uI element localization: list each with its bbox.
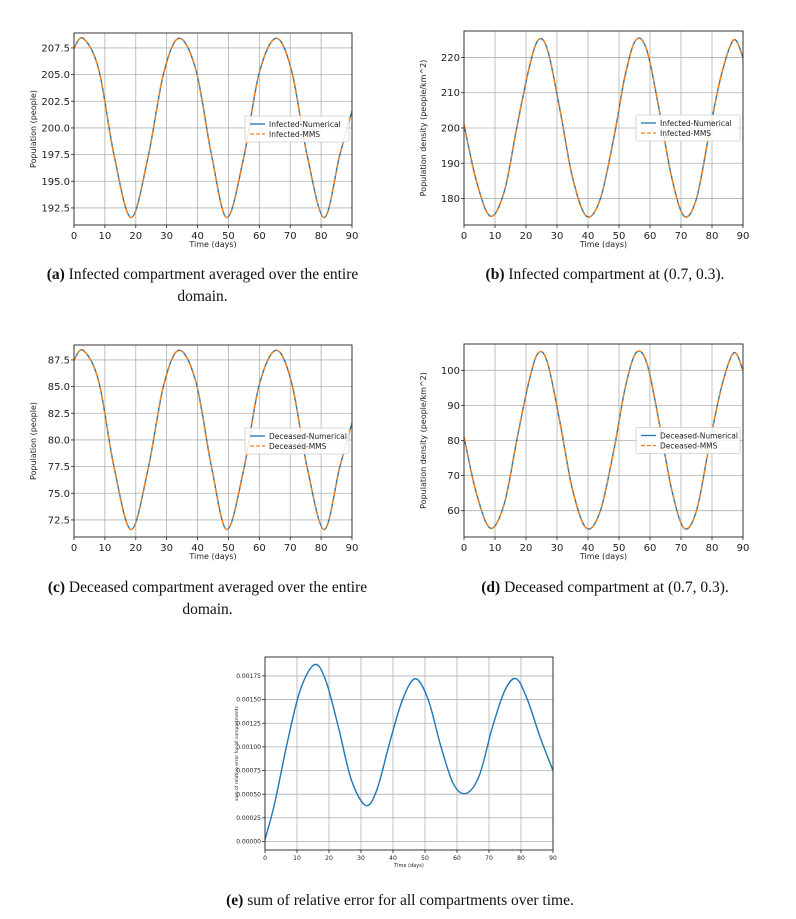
- x-tick-label: 10: [98, 543, 112, 554]
- x-axis-label: Time (days): [189, 240, 237, 249]
- y-tick-label: 82.5: [47, 408, 70, 420]
- y-tick-label: 0.00075: [236, 767, 261, 775]
- y-tick-label: 197.5: [41, 150, 70, 162]
- x-tick-label: 50: [222, 231, 235, 242]
- y-tick-label: 0.00000: [236, 838, 261, 846]
- caption-e-text: sum of relative error for all compartments over time.: [247, 892, 574, 909]
- y-axis-label: Population density (people/km^2): [419, 59, 428, 197]
- x-tick-label: 70: [283, 543, 297, 554]
- x-tick-label: 0: [263, 855, 267, 862]
- y-tick-label: 0.00150: [236, 696, 261, 704]
- x-tick-label: 50: [421, 855, 429, 862]
- x-tick-label: 60: [643, 543, 657, 554]
- x-tick-label: 40: [191, 543, 204, 554]
- x-tick-label: 50: [222, 543, 235, 554]
- x-tick-label: 20: [519, 231, 533, 242]
- caption-c-text: Deceased compartment averaged over the entire domain.: [68, 579, 368, 618]
- x-tick-label: 10: [488, 231, 502, 242]
- x-tick-label: 40: [191, 231, 204, 242]
- x-tick-label: 70: [674, 543, 688, 554]
- x-tick-label: 90: [736, 231, 750, 242]
- series-line-0: [265, 664, 553, 839]
- x-tick-label: 40: [581, 543, 595, 554]
- y-tick-label: 200: [440, 123, 460, 135]
- caption-a-text: Infected compartment averaged over the entire domain.: [68, 266, 359, 305]
- x-tick-label: 40: [389, 855, 397, 862]
- x-tick-label: 80: [517, 855, 525, 862]
- x-tick-label: 60: [252, 543, 266, 554]
- x-tick-label: 20: [129, 231, 143, 242]
- y-axis-label: Population density (people/km^2): [419, 372, 428, 509]
- x-tick-label: 20: [325, 855, 333, 862]
- legend-label: Infected-Numerical: [269, 119, 341, 129]
- legend-label: Infected-MMS: [660, 128, 712, 138]
- x-tick-label: 90: [345, 543, 359, 554]
- y-tick-label: 75.0: [47, 488, 70, 500]
- x-tick-label: 70: [485, 855, 493, 862]
- y-tick-label: 192.5: [41, 203, 70, 215]
- x-tick-label: 80: [705, 231, 719, 242]
- y-tick-label: 70: [447, 471, 460, 483]
- y-tick-label: 0.00100: [236, 743, 261, 751]
- x-tick-label: 20: [129, 543, 143, 554]
- x-tick-label: 30: [160, 231, 174, 242]
- x-tick-label: 80: [705, 543, 719, 554]
- y-tick-label: 77.5: [47, 462, 70, 474]
- caption-d-text: Deceased compartment at (0.7, 0.3).: [504, 579, 729, 596]
- x-tick-label: 90: [736, 543, 750, 554]
- legend-label: Deceased-MMS: [660, 441, 718, 451]
- x-tick-label: 60: [252, 231, 266, 242]
- y-tick-label: 200.0: [41, 123, 70, 135]
- x-tick-label: 0: [460, 231, 468, 242]
- caption-e: [160, 890, 640, 912]
- y-tick-label: 0.00025: [236, 814, 261, 822]
- x-axis-label: Time (days): [394, 863, 424, 869]
- caption-b-label: (b): [485, 266, 505, 283]
- caption-d-label: (d): [481, 579, 501, 596]
- x-tick-label: 90: [345, 231, 359, 242]
- x-tick-label: 70: [674, 231, 688, 242]
- x-tick-label: 30: [160, 543, 174, 554]
- y-axis-label: sum of relative error for all compartments: [235, 706, 240, 801]
- caption-c-label: (c): [47, 579, 66, 596]
- y-tick-label: 190: [440, 158, 460, 170]
- y-tick-label: 195.0: [41, 176, 70, 188]
- x-tick-label: 0: [70, 543, 78, 554]
- y-tick-label: 210: [440, 88, 460, 100]
- x-tick-label: 30: [550, 543, 564, 554]
- x-tick-label: 10: [293, 855, 301, 862]
- legend-label: Deceased-Numerical: [660, 431, 738, 441]
- y-tick-label: 90: [447, 400, 460, 412]
- y-tick-label: 202.5: [41, 96, 70, 108]
- x-tick-label: 30: [357, 855, 365, 862]
- x-tick-label: 60: [643, 231, 657, 242]
- x-tick-label: 80: [314, 543, 328, 554]
- x-tick-label: 70: [283, 231, 297, 242]
- y-tick-label: 87.5: [47, 355, 70, 367]
- x-tick-label: 10: [488, 543, 502, 554]
- x-tick-label: 90: [549, 855, 557, 862]
- caption-a-label: (a): [46, 266, 65, 283]
- x-tick-label: 50: [612, 543, 626, 554]
- x-axis-label: Time (days): [579, 240, 628, 249]
- x-tick-label: 80: [314, 231, 328, 242]
- y-tick-label: 0.00050: [236, 791, 261, 799]
- caption-e-label: (e): [226, 892, 244, 909]
- y-tick-label: 60: [447, 506, 460, 518]
- y-tick-label: 0.00175: [236, 673, 261, 681]
- x-tick-label: 40: [581, 231, 595, 242]
- legend-label: Infected-Numerical: [660, 118, 732, 128]
- x-axis-label: Time (days): [579, 552, 628, 561]
- legend-label: Deceased-MMS: [269, 441, 327, 451]
- x-tick-label: 30: [550, 231, 564, 242]
- legend-label: Infected-MMS: [269, 129, 321, 139]
- y-tick-label: 85.0: [47, 382, 70, 394]
- y-tick-label: 220: [440, 52, 460, 64]
- y-tick-label: 205.0: [41, 70, 70, 82]
- legend-label: Deceased-Numerical: [269, 431, 347, 441]
- x-tick-label: 60: [453, 855, 461, 862]
- y-tick-label: 100: [440, 365, 460, 377]
- y-axis-label: Population (people): [29, 90, 38, 168]
- y-axis-label: Population (people): [29, 402, 38, 480]
- caption-b-text: Infected compartment at (0.7, 0.3).: [508, 266, 725, 283]
- x-tick-label: 0: [70, 231, 78, 242]
- y-tick-label: 207.5: [41, 43, 70, 55]
- y-tick-label: 80: [447, 436, 460, 447]
- x-tick-label: 20: [519, 543, 533, 554]
- x-tick-label: 0: [460, 543, 468, 554]
- x-tick-label: 50: [612, 231, 626, 242]
- x-tick-label: 10: [98, 231, 112, 242]
- x-axis-label: Time (days): [189, 552, 237, 561]
- y-tick-label: 0.00125: [236, 720, 261, 728]
- y-tick-label: 72.5: [47, 515, 70, 527]
- y-tick-label: 80.0: [47, 435, 70, 447]
- y-tick-label: 180: [440, 194, 460, 206]
